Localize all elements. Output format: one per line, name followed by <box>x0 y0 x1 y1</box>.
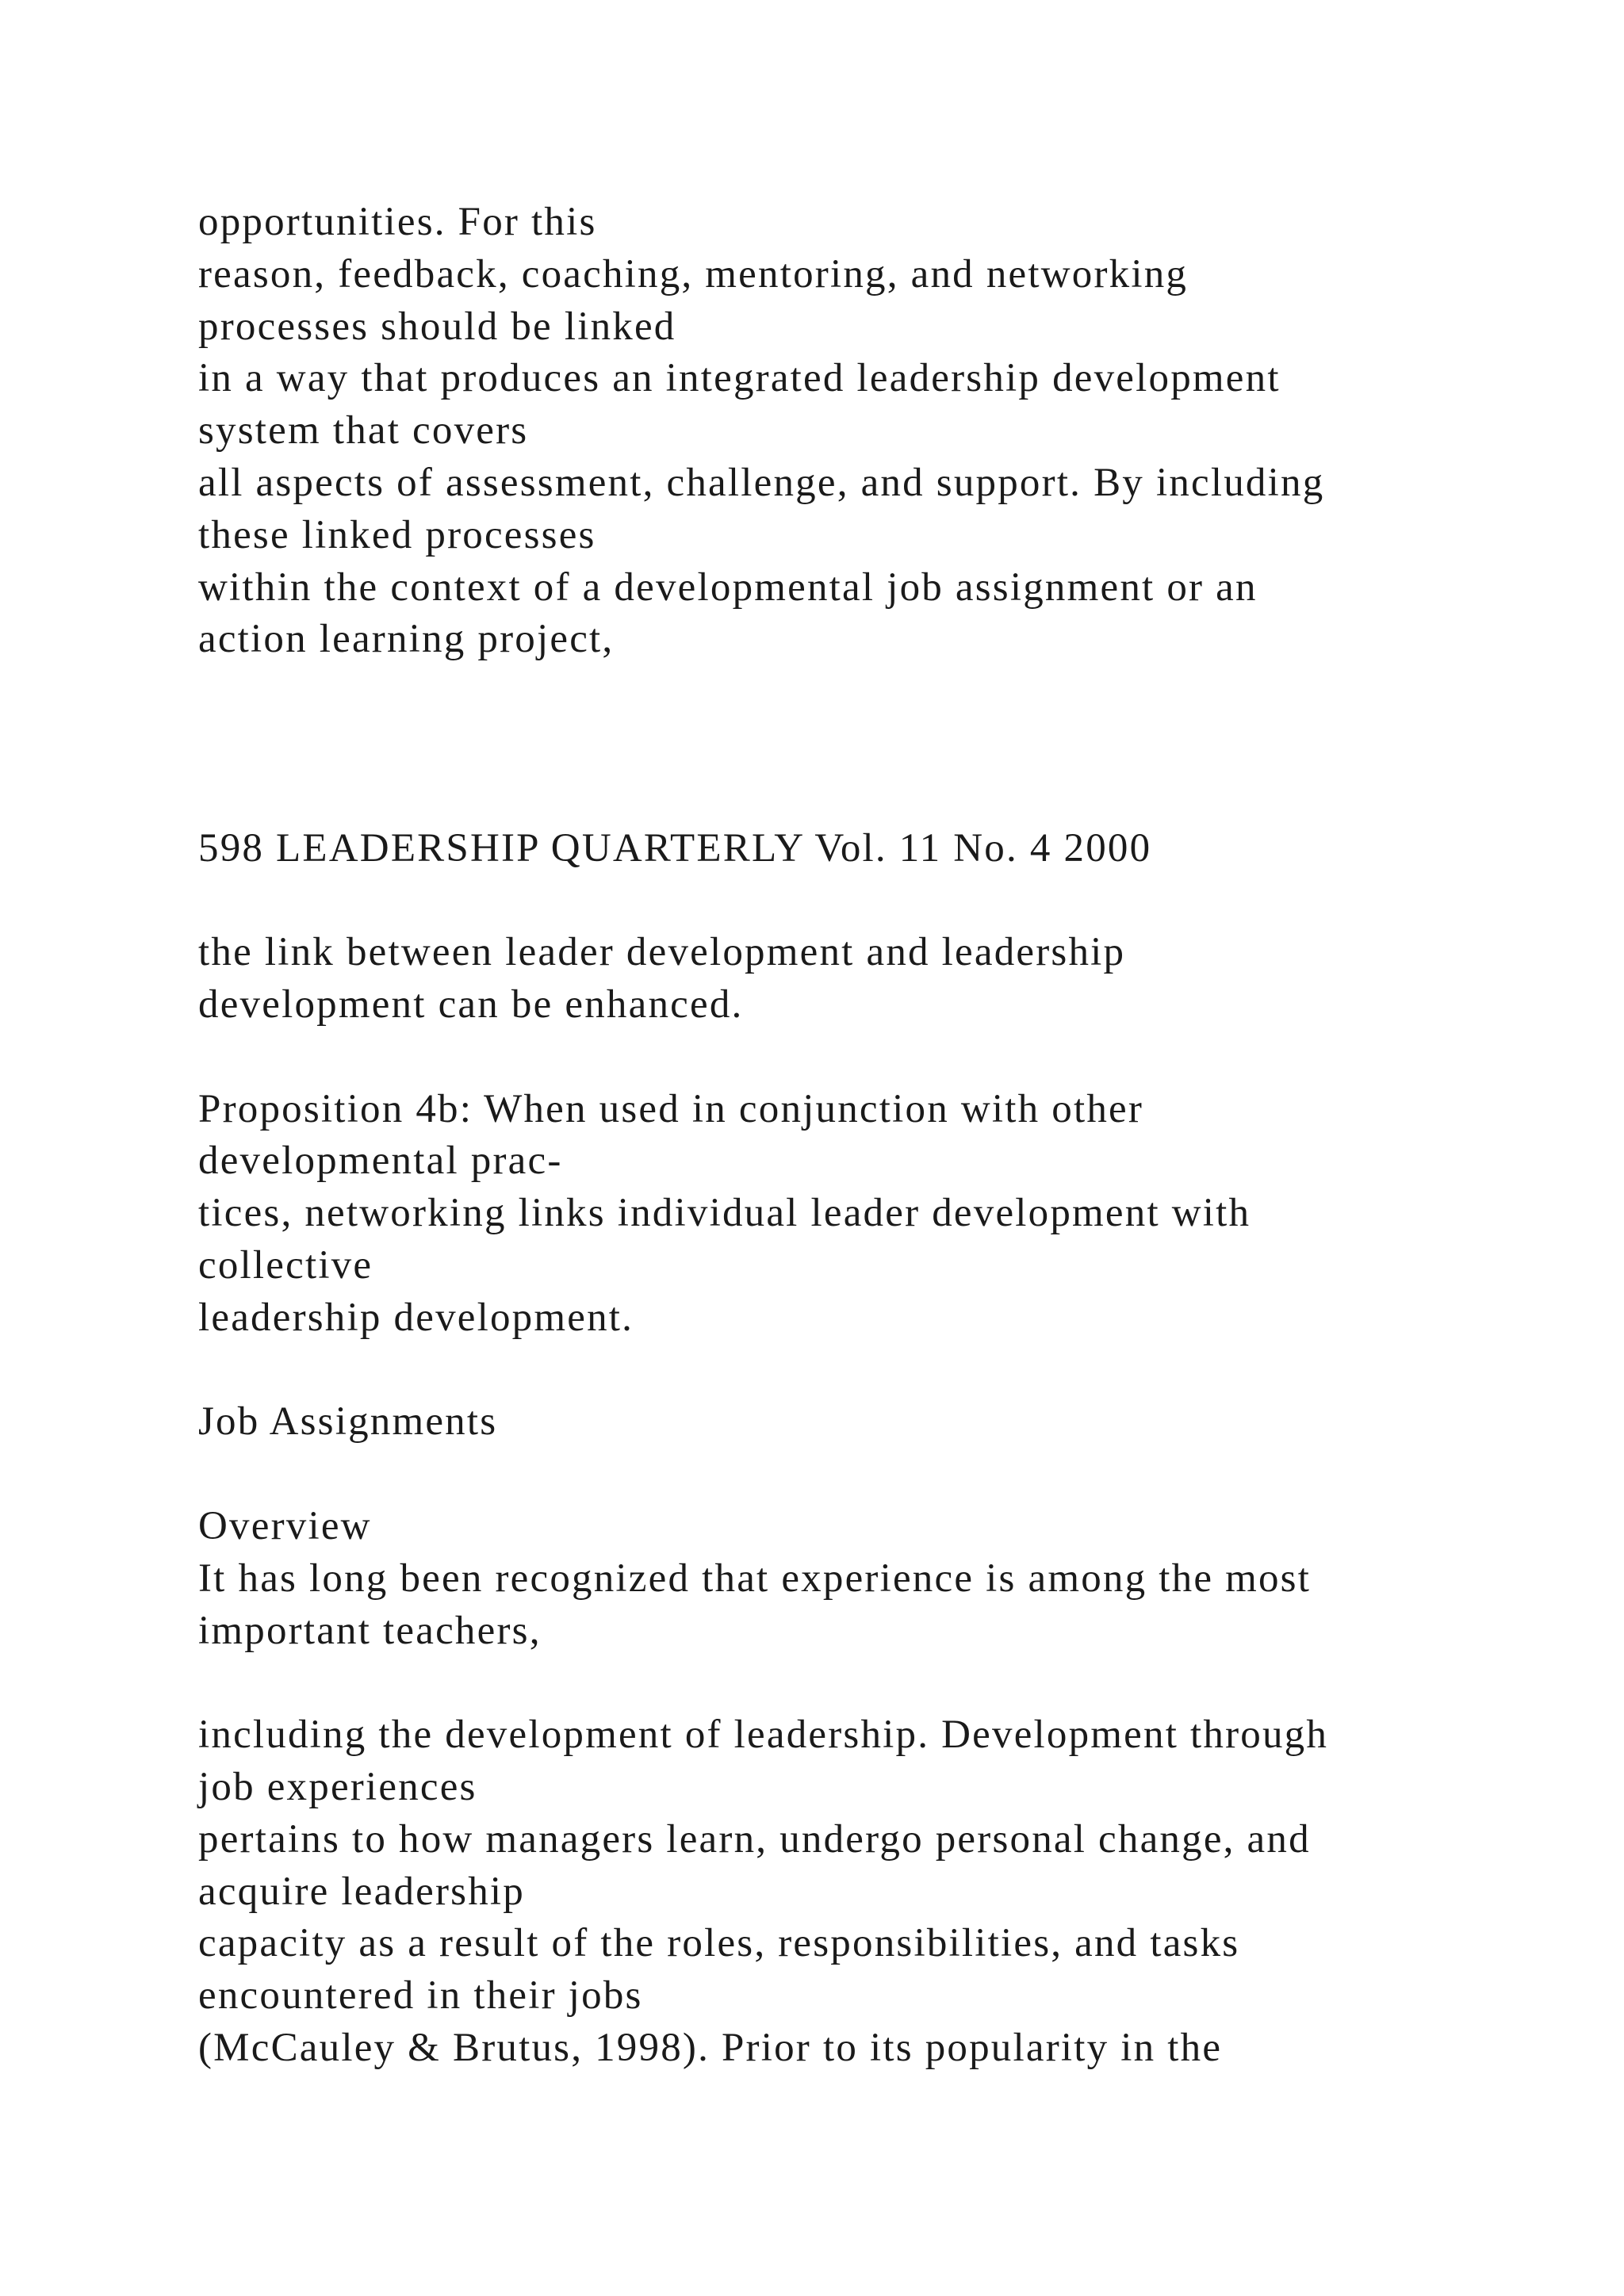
subsection-heading: Overview <box>198 1503 372 1548</box>
proposition-line: developmental prac- <box>198 1138 563 1184</box>
blank-line <box>198 666 1594 718</box>
proposition-line: collective <box>198 1242 373 1288</box>
text-line: reason, feedback, coaching, mentoring, and networking <box>198 251 1189 297</box>
proposition-line: Proposition 4b: When used in conjunction with other <box>198 1086 1144 1131</box>
text-line: pertains to how managers learn, undergo personal change, and <box>198 1816 1311 1862</box>
blank-line <box>198 1448 1594 1501</box>
blank-line <box>198 1031 1594 1084</box>
text-line: system that covers <box>198 408 529 453</box>
proposition-line: leadership development. <box>198 1295 634 1340</box>
section-heading: Job Assignments <box>198 1399 498 1445</box>
text-line: It has long been recognized that experience is among the most <box>198 1556 1312 1601</box>
document-body <box>198 197 1594 2075</box>
text-line: job experiences <box>198 1764 477 1809</box>
blank-line <box>198 718 1594 771</box>
text-line: acquire leadership <box>198 1869 525 1914</box>
text-line: within the context of a developmental job assignment or an <box>198 564 1258 610</box>
text-line: important teachers, <box>198 1608 542 1653</box>
blank-line <box>198 771 1594 823</box>
blank-line <box>198 874 1594 927</box>
running-header: 598 LEADERSHIP QUARTERLY Vol. 11 No. 4 2000 <box>198 825 1152 871</box>
text-line: (McCauley & Brutus, 1998). Prior to its popularity in the <box>198 2025 1223 2070</box>
text-line: processes should be linked <box>198 304 676 349</box>
text-line: encountered in their jobs <box>198 1973 643 2019</box>
blank-line <box>198 1345 1594 1397</box>
text-line: the link between leader development and leadership <box>198 930 1126 975</box>
text-line: capacity as a result of the roles, responsibilities, and tasks <box>198 1921 1240 1966</box>
text-line: action learning project, <box>198 617 615 662</box>
proposition-line: tices, networking links individual leader development with <box>198 1191 1251 1236</box>
text-line: these linked processes <box>198 512 596 557</box>
text-line: development can be enhanced. <box>198 982 744 1027</box>
text-line: opportunities. For this <box>198 200 597 244</box>
blank-line <box>198 1657 1594 1709</box>
text-line: in a way that produces an integrated leadership development <box>198 356 1281 401</box>
text-line: all aspects of assessment, challenge, and support. By including <box>198 460 1325 505</box>
text-line: including the development of leadership. Development through <box>198 1712 1329 1758</box>
